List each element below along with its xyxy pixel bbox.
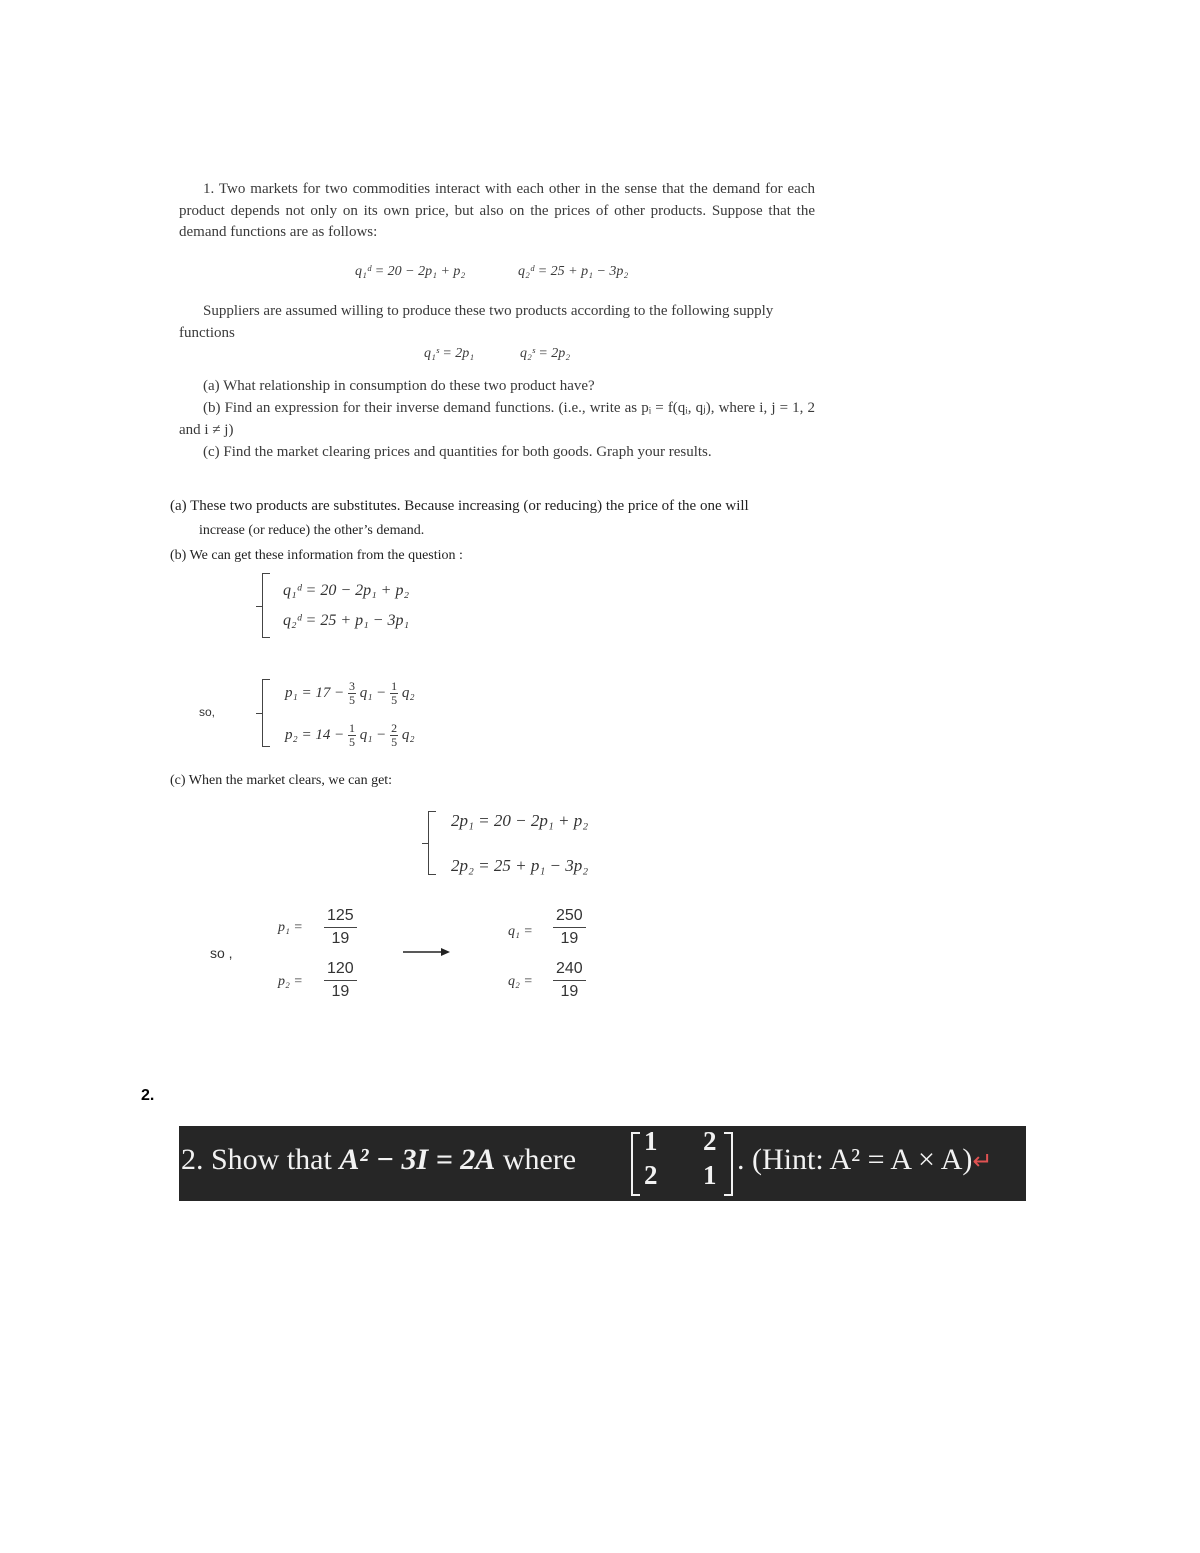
hint-text: . (Hint: A² = A × A) xyxy=(737,1143,973,1176)
problem2-number: 2. xyxy=(141,1087,155,1104)
p2-value xyxy=(324,958,357,1003)
so2-label: so , xyxy=(210,945,233,961)
matrix-left-bracket xyxy=(631,1132,640,1196)
inverse-2-frac-1 xyxy=(348,722,356,749)
brace-clearing xyxy=(428,811,429,875)
answer-c-line: (c) When the market clears, we can get: xyxy=(170,773,393,788)
demand-equation-2: q₂ᵈ = 25 + p₁ − 3p₂ xyxy=(518,264,629,279)
problem1-intro: 1. Two markets for two commodities interact with each other in the sense that the demand for each product depends not only on its own price, but also on the prices of other products. Suppose that the demand functions are as follows: xyxy=(179,181,815,240)
inverse-equation-1 xyxy=(285,680,415,707)
brace-clearing-mid xyxy=(422,843,428,844)
matrix-cell-21: 2 xyxy=(644,1160,658,1190)
frac-den: 5 xyxy=(391,693,398,707)
brace-demand xyxy=(262,573,263,638)
inverse-equation-2 xyxy=(285,722,415,749)
part-c-question: (c) Find the market clearing prices and quantities for both goods. Graph your results. xyxy=(203,444,712,460)
inverse-1-lhs: p₁ = 17 − xyxy=(285,684,345,701)
b-equation-1: q₁ᵈ = 20 − 2p₁ + p₂ xyxy=(283,582,410,599)
matrix-cell-11: 1 xyxy=(644,1126,658,1156)
p2-label: p₂ = xyxy=(278,974,303,989)
part-a-question: (a) What relationship in consumption do these two product have? xyxy=(203,378,595,394)
inverse-1-frac-1 xyxy=(348,680,356,707)
p2-den: 19 xyxy=(331,983,350,1000)
frac-num: 2 xyxy=(391,721,398,735)
inverse-1-var-2: q₂ xyxy=(401,684,415,701)
p1-den: 19 xyxy=(331,930,350,947)
problem2-banner xyxy=(179,1126,1026,1201)
supply-equation-1: q₁ˢ = 2p₁ xyxy=(424,346,475,361)
p1-label: p₁ = xyxy=(278,920,303,935)
frac-den: 5 xyxy=(348,693,355,707)
c-equation-2: 2p₂ = 25 + p₁ − 3p₂ xyxy=(451,856,589,875)
p2-num: 120 xyxy=(324,958,357,981)
frac-den: 5 xyxy=(348,735,355,749)
frac-den: 5 xyxy=(391,735,398,749)
matrix-cell-12: 2 xyxy=(703,1126,717,1156)
problem2-hint xyxy=(737,1143,992,1177)
inverse-2-var-2: q₂ xyxy=(401,726,415,743)
problem2-matrix xyxy=(629,1126,735,1196)
inverse-2-frac-2 xyxy=(390,722,398,749)
answer-a-line2: increase (or reduce) the other’s demand. xyxy=(199,523,425,538)
inverse-2-var-1: q₁ − xyxy=(359,726,387,743)
return-icon: ↵ xyxy=(972,1149,993,1175)
supply-text: Suppliers are assumed willing to produce these two products according to the following supply functions xyxy=(179,303,774,341)
matrix-right-bracket xyxy=(724,1132,733,1196)
inverse-1-frac-2 xyxy=(390,680,398,707)
problem2-where: where xyxy=(495,1143,577,1176)
demand-equation-1: q₁ᵈ = 20 − 2p₁ + p₂ xyxy=(355,264,466,279)
q1-value xyxy=(553,905,586,950)
brace-inverse-mid xyxy=(256,713,262,714)
p1-num: 125 xyxy=(324,905,357,928)
matrix-cell-22: 1 xyxy=(703,1160,717,1190)
supply-equation-2: q₂ˢ = 2p₂ xyxy=(520,346,571,361)
frac-num: 1 xyxy=(391,679,398,693)
q2-value xyxy=(553,958,586,1003)
p1-value xyxy=(324,905,357,950)
q2-den: 19 xyxy=(560,983,579,1000)
answer-a-line1: (a) These two products are substitutes. Because increasing (or reducing) the price of the one will xyxy=(170,498,749,514)
frac-num: 3 xyxy=(348,679,355,693)
problem2-prefix: 2. Show that xyxy=(181,1143,340,1176)
problem2-text xyxy=(181,1143,576,1177)
b-equation-2: q₂ᵈ = 25 + p₁ − 3p₁ xyxy=(283,612,410,629)
problem2-statement: A² − 3I = 2A xyxy=(339,1143,496,1176)
c-equation-1: 2p₁ = 20 − 2p₁ + p₂ xyxy=(451,811,589,830)
q2-num: 240 xyxy=(553,958,586,981)
q2-label: q₂ = xyxy=(508,974,533,989)
inverse-1-var-1: q₁ − xyxy=(359,684,387,701)
inverse-2-lhs: p₂ = 14 − xyxy=(285,726,345,743)
brace-demand-mid xyxy=(256,606,262,607)
q1-num: 250 xyxy=(553,905,586,928)
so-label: so, xyxy=(199,705,216,719)
brace-inverse xyxy=(262,679,263,747)
part-b-question: (b) Find an expression for their inverse demand functions. (i.e., write as pᵢ = f(qᵢ, qⱼ), where i, j = 1, 2 and i ≠ j) xyxy=(179,400,815,438)
q1-label: q₁ = xyxy=(508,924,533,939)
q1-den: 19 xyxy=(560,930,579,947)
arrow-right-icon xyxy=(403,946,451,958)
frac-num: 1 xyxy=(348,721,355,735)
answer-b-line: (b) We can get these information from the question : xyxy=(170,548,463,563)
